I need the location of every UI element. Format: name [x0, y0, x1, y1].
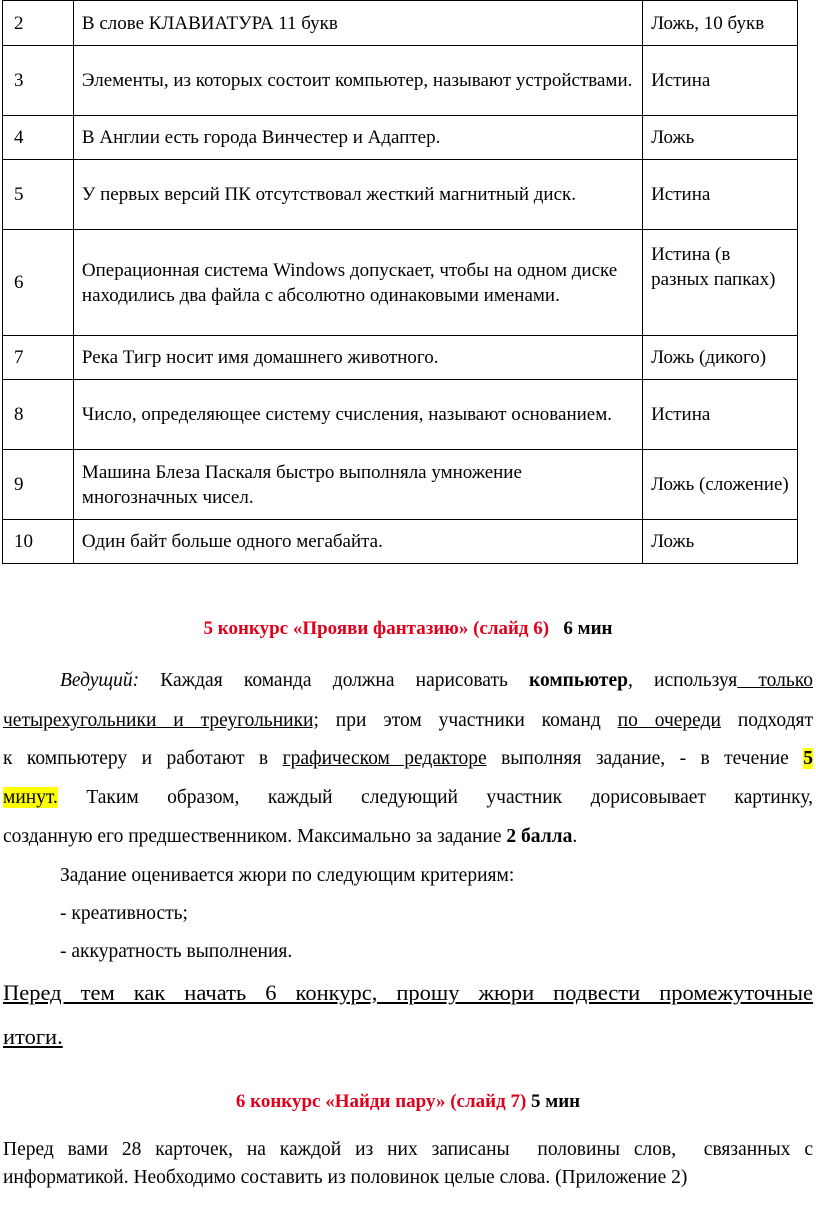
- jury-note-line-1: Перед тем как начать 6 конкурс, прошу жюри подвести промежуточные: [3, 980, 813, 1005]
- contest-5-line-1: [3, 670, 813, 692]
- row-answer: Ложь: [643, 116, 798, 160]
- row-statement: В Англии есть города Винчестер и Адаптер.: [73, 116, 642, 160]
- text-segment: .: [572, 826, 578, 847]
- text-segment: выполняя задание, - в течение: [486, 748, 804, 769]
- row-number: 3: [3, 46, 74, 116]
- table-row: [3, 160, 798, 230]
- text-segment: , используя: [627, 670, 738, 691]
- row-number: 8: [3, 380, 74, 450]
- text-segment: Каждая команда должна нарисовать: [160, 670, 508, 691]
- contest-6-heading: [3, 1091, 813, 1113]
- criteria-item: - аккуратность выполнения.: [60, 941, 293, 962]
- row-number: 5: [3, 160, 74, 230]
- table-row: [3, 116, 798, 160]
- criteria-intro: Задание оценивается жюри по следующим критериям:: [60, 865, 515, 886]
- row-answer: Истина: [643, 46, 798, 116]
- row-statement: Река Тигр носит имя домашнего животного.: [73, 336, 642, 380]
- underlined-text: по очереди: [617, 710, 721, 731]
- criteria-item: - креативность;: [60, 903, 188, 924]
- row-number: 9: [3, 450, 74, 520]
- row-statement: Операционная система Windows допускает, чтобы на одном диске находились два файла с абсолютно одинаковыми именами.: [73, 230, 642, 336]
- underlined-text: только: [737, 670, 813, 691]
- text-segment: при этом участники команд: [318, 710, 618, 731]
- table-row: [3, 520, 798, 564]
- table-row: [3, 336, 798, 380]
- contest-5-line-5: [3, 826, 813, 848]
- row-statement: Число, определяющее систему счисления, называют основанием.: [73, 380, 642, 450]
- highlighted-text: 5: [803, 748, 814, 769]
- row-answer: Ложь, 10 букв: [643, 1, 798, 46]
- row-answer: Ложь: [643, 520, 798, 564]
- row-number: 10: [3, 520, 74, 564]
- contest-6-duration: 5 мин: [531, 1091, 581, 1112]
- row-answer: Истина: [643, 160, 798, 230]
- highlighted-text: минут.: [3, 787, 58, 808]
- row-answer: Истина: [643, 380, 798, 450]
- jury-note-line-2: итоги.: [3, 1024, 63, 1049]
- contest-5-title: 5 конкурс «Прояви фантазию» (слайд 6): [203, 618, 550, 639]
- row-answer: Ложь (дикого): [643, 336, 798, 380]
- table-row: [3, 230, 798, 336]
- bold-word: 2 балла: [506, 826, 573, 847]
- row-number: 6: [3, 230, 74, 336]
- bold-word: компьютер: [529, 670, 628, 691]
- host-label: Ведущий:: [60, 670, 140, 691]
- quiz-table: [2, 0, 798, 564]
- row-number: 7: [3, 336, 74, 380]
- contest-5-duration: 6 мин: [563, 618, 613, 639]
- underlined-text: графическом редакторе: [282, 748, 487, 769]
- row-answer: Истина (в разных папках): [643, 230, 798, 336]
- table-row: [3, 46, 798, 116]
- contest-6-text-line-2: информатикой. Необходимо составить из половинок целые слова. (Приложение 2): [3, 1167, 688, 1188]
- text-segment: подходят: [720, 710, 814, 731]
- text-segment: созданную его предшественником. Максимально за задание: [3, 826, 507, 847]
- contest-5-line-2: [3, 710, 813, 732]
- text-segment: Таким образом, каждый следующий участник дорисовывает картинку,: [57, 787, 813, 808]
- row-number: 2: [3, 1, 74, 46]
- contest-6-text-line-1: Перед вами 28 карточек, на каждой из них записаны половины слов, связанных с: [3, 1139, 813, 1160]
- row-statement: Машина Блеза Паскаля быстро выполняла умножение многозначных чисел.: [73, 450, 642, 520]
- row-statement: Один байт больше одного мегабайта.: [73, 520, 642, 564]
- table-row: [3, 380, 798, 450]
- row-answer: Ложь (сложение): [643, 450, 798, 520]
- table-row: [3, 1, 798, 46]
- contest-5-line-4: [3, 787, 813, 809]
- text-segment: к компьютеру и работают в: [3, 748, 283, 769]
- row-statement: Элементы, из которых состоит компьютер, называют устройствами.: [73, 46, 642, 116]
- row-statement: В слове КЛАВИАТУРА 11 букв: [73, 1, 642, 46]
- contest-6-title: 6 конкурс «Найди пару» (слайд 7): [235, 1091, 527, 1112]
- table-row: [3, 450, 798, 520]
- row-statement: У первых версий ПК отсутствовал жесткий магнитный диск.: [73, 160, 642, 230]
- contest-5-line-3: [3, 748, 813, 770]
- row-number: 4: [3, 116, 74, 160]
- underlined-text: четырехугольники и треугольники;: [3, 710, 319, 731]
- contest-5-heading: [3, 618, 813, 640]
